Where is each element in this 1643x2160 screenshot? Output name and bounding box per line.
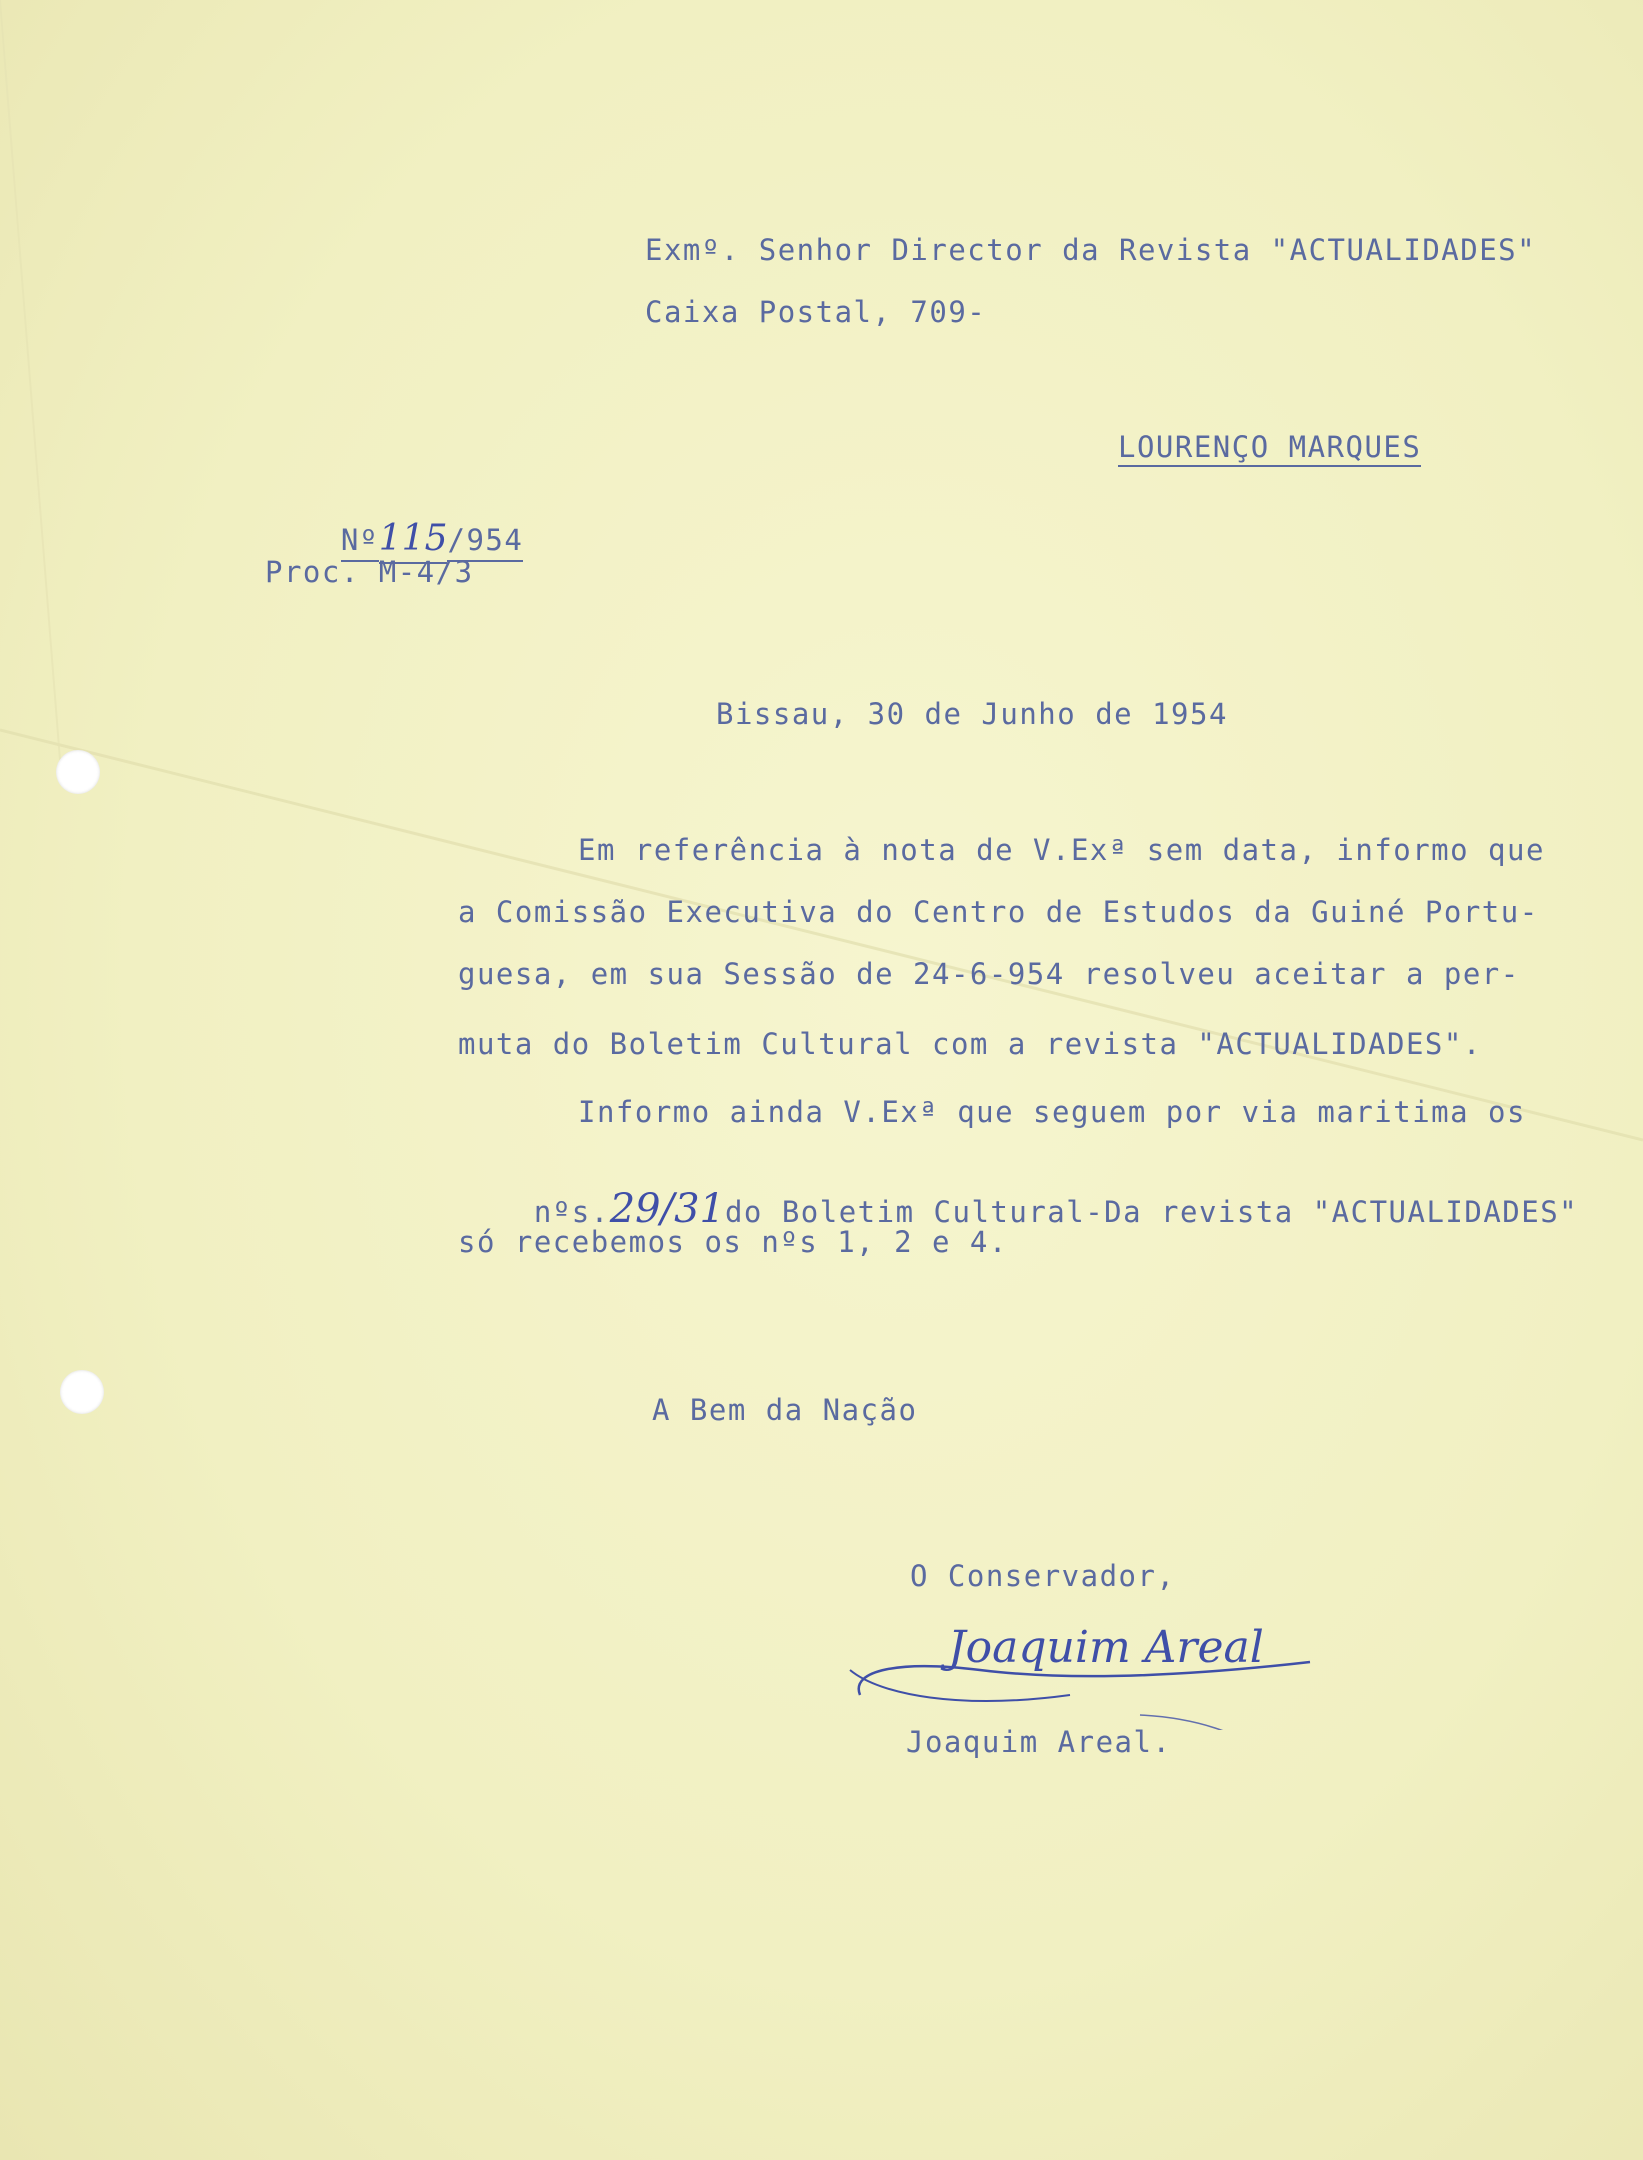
- handwritten-signature: [840, 1600, 1340, 1730]
- dateline: Bissau, 30 de Junho de 1954: [716, 697, 1228, 731]
- process-reference: Proc. M-4/3: [265, 555, 474, 589]
- body-issue-suffix: do Boletim Cultural-Da revista "ACTUALIDADES": [724, 1195, 1579, 1229]
- body-line: Em referência à nota de V.Exª sem data, informo que: [578, 833, 1545, 867]
- signatory-name: Joaquim Areal.: [906, 1725, 1172, 1759]
- body-line: só recebemos os nºs 1, 2 e 4.: [458, 1225, 1008, 1259]
- body-issue-prefix: nºs.: [533, 1195, 610, 1229]
- body-line: muta do Boletim Cultural com a revista "ACTUALIDADES".: [458, 1027, 1482, 1061]
- punch-hole-bottom: [60, 1370, 104, 1414]
- addressee-line-2: Caixa Postal, 709-: [645, 295, 987, 329]
- signature-text: Joaquim Areal: [948, 1622, 1264, 1673]
- addressee-line-1: Exmº. Senhor Director da Revista "ACTUALIDADES": [645, 233, 1537, 267]
- addressee-city: LOURENÇO MARQUES: [1118, 433, 1421, 467]
- body-line: Informo ainda V.Exª que seguem por via maritima os: [578, 1095, 1526, 1129]
- body-line: a Comissão Executiva do Centro de Estudos da Guiné Portu-: [458, 895, 1539, 929]
- reference-year: /954: [447, 523, 523, 562]
- reference-handwritten-number: 115: [379, 518, 448, 564]
- closing-salutation: A Bem da Nação: [652, 1393, 918, 1427]
- signatory-title: O Conservador,: [910, 1559, 1176, 1593]
- punch-hole-top: [56, 750, 100, 794]
- body-line: guesa, em sua Sessão de 24-6-954 resolveu aceitar a per-: [458, 957, 1520, 991]
- reference-prefix: Nº: [341, 523, 379, 562]
- handwritten-issue-numbers: 29/31: [609, 1186, 725, 1232]
